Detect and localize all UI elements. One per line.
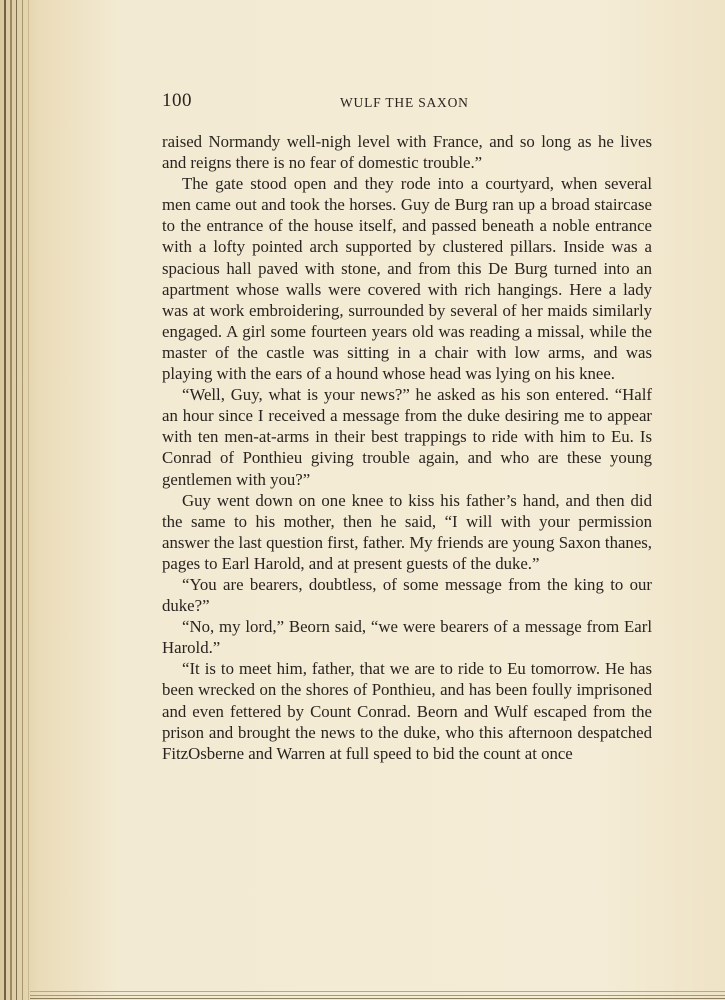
page-number: 100 bbox=[162, 90, 192, 111]
paragraph: raised Normandy well-nigh level with France, and so long as he lives and reigns there is no fear of domestic trouble.” bbox=[162, 132, 652, 173]
page-header bbox=[162, 90, 652, 116]
page-bottom-edge bbox=[30, 991, 725, 992]
paragraph: Guy went down on one knee to kiss his father’s hand, and then did the same to his mother, then he said, “I will with your permission answer the last question first, father. My friends are young Saxon thanes, pages to Earl Harold, and at present guests of the duke.” bbox=[162, 490, 652, 573]
page-edge bbox=[4, 0, 6, 1000]
page-bottom-edge bbox=[30, 995, 725, 996]
paragraph: “No, my lord,” Beorn said, “we were bearers of a message from Earl Harold.” bbox=[162, 617, 652, 658]
page-edge bbox=[28, 0, 29, 1000]
page-bottom-edge bbox=[30, 998, 725, 999]
running-head: WULF THE SAXON bbox=[340, 95, 469, 110]
paragraph: “You are bearers, doubtless, of some message from the king to our duke?” bbox=[162, 574, 652, 616]
paragraph: “Well, Guy, what is your news?” he asked as his son entered. “Half an hour since I received a message from the duke desiring me to appear with ten men-at-arms in their best trappings to ride with him to Eu. Is Conrad of Ponthieu giving trouble again, and who are these young gentlemen with you?” bbox=[162, 385, 652, 489]
page-edge bbox=[16, 0, 17, 1000]
paragraph: “It is to meet him, father, that we are to ride to Eu tomorrow. He has been wrecked on the shores of Ponthieu, and has been foully imprisoned and even fettered by Count Conrad. Beorn and Wulf escaped from the prison and brought the news to the duke, who this afternoon despatched FitzOsberne and Warren at full speed to bid the count at once bbox=[162, 659, 652, 763]
page-edge bbox=[22, 0, 23, 1000]
paragraph: The gate stood open and they rode into a courtyard, when several men came out and took the horses. Guy de Burg ran up a broad staircase to the entrance of the house itself, and passed beneath a noble entrance with a lofty pointed arch supported by clustered pillars. Inside was a spacious hall paved with stone, and from this De Burg turned into an apartment whose walls were covered with rich hangings. Here a lady was at work embroidering, surrounded by several of her maids similarly engaged. A girl some fourteen years old was reading a missal, while the master of the castle was sitting in a chair with low arms, and was playing with the ears of a hound whose head was lying on his knee. bbox=[162, 174, 652, 384]
page-edge bbox=[10, 0, 12, 1000]
body-text bbox=[162, 131, 652, 764]
